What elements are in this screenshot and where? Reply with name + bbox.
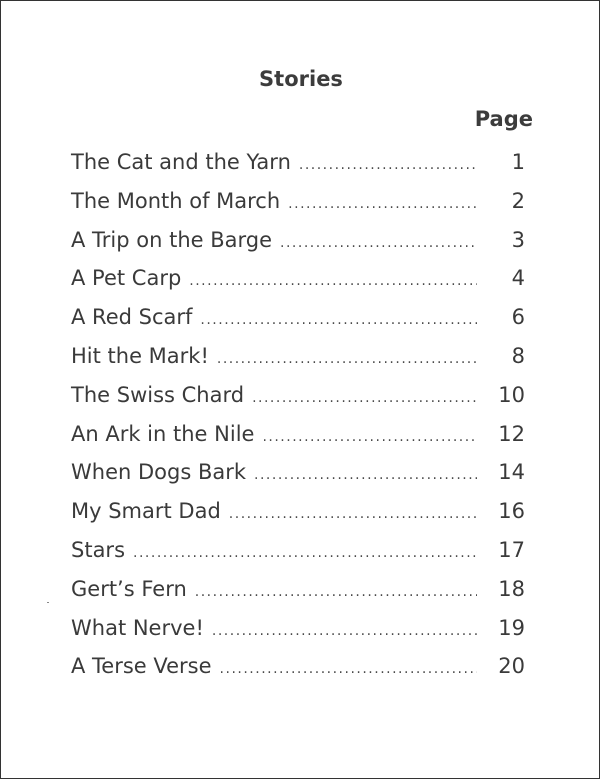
toc-entry-title: Stars: [71, 537, 126, 562]
toc-entry-title: When Dogs Bark: [71, 460, 247, 485]
scan-speck: [47, 602, 49, 603]
toc-entry-title: Gert’s Fern: [71, 576, 187, 601]
toc-entry-title: A Terse Verse: [71, 654, 212, 679]
toc-entry: [71, 647, 525, 686]
toc-entry-page: 8: [511, 343, 525, 368]
toc-entry-title: A Trip on the Barge: [71, 227, 273, 252]
toc-entry-page: 1: [511, 150, 525, 174]
dot-leader: [252, 379, 477, 418]
toc-entry-page: 17: [498, 537, 525, 562]
toc-entry: [71, 182, 525, 221]
dot-leader: [262, 418, 477, 457]
toc-entry: [71, 453, 525, 492]
toc-entry-page: 20: [498, 654, 525, 679]
toc-entry: [71, 298, 525, 337]
toc-entry-page: 16: [498, 499, 525, 524]
page-column-label: Page: [474, 107, 533, 131]
toc-entry: [71, 259, 525, 298]
toc-entry-page: 4: [511, 266, 525, 291]
dot-leader: [280, 224, 477, 263]
toc-entry: [71, 492, 525, 531]
toc-entry: [71, 415, 525, 454]
toc-entry-page: 2: [511, 188, 525, 213]
toc-entry-title: The Month of March: [71, 188, 281, 213]
dot-leader: [299, 146, 477, 185]
toc-entry: [71, 376, 525, 415]
toc-entry-title: The Swiss Chard: [71, 382, 245, 407]
toc-entry: [71, 221, 525, 260]
toc-entry-title: An Ark in the Nile: [71, 421, 255, 446]
dot-leader: [217, 340, 477, 379]
dot-leader: [220, 650, 477, 689]
dot-leader: [212, 612, 477, 651]
dot-leader: [200, 301, 477, 340]
toc-entry-page: 12: [498, 421, 525, 446]
dot-leader: [195, 573, 477, 612]
dot-leader: [133, 534, 477, 573]
toc-entry-page: 19: [498, 615, 525, 640]
dot-leader: [254, 456, 477, 495]
toc-entry: [71, 143, 525, 182]
table-of-contents: [71, 143, 525, 686]
page-heading: Stories: [259, 67, 343, 91]
toc-entry-page: 10: [498, 382, 525, 407]
toc-entry-page: 18: [498, 576, 525, 601]
toc-entry-title: The Cat and the Yarn: [71, 150, 291, 174]
toc-entry-title: My Smart Dad: [71, 499, 221, 524]
toc-entry-title: A Pet Carp: [71, 266, 182, 291]
toc-entry: [71, 609, 525, 648]
dot-leader: [189, 262, 477, 301]
toc-entry-title: What Nerve!: [71, 615, 204, 640]
dot-leader: [229, 495, 477, 534]
toc-entry: [71, 570, 525, 609]
toc-entry-page: 3: [511, 227, 525, 252]
toc-entry-page: 6: [511, 305, 525, 330]
toc-entry-title: Hit the Mark!: [71, 343, 209, 368]
toc-entry-title: A Red Scarf: [71, 305, 193, 330]
toc-entry: [71, 337, 525, 376]
toc-entry-page: 14: [498, 460, 525, 485]
toc-entry: [71, 531, 525, 570]
dot-leader: [288, 185, 477, 224]
